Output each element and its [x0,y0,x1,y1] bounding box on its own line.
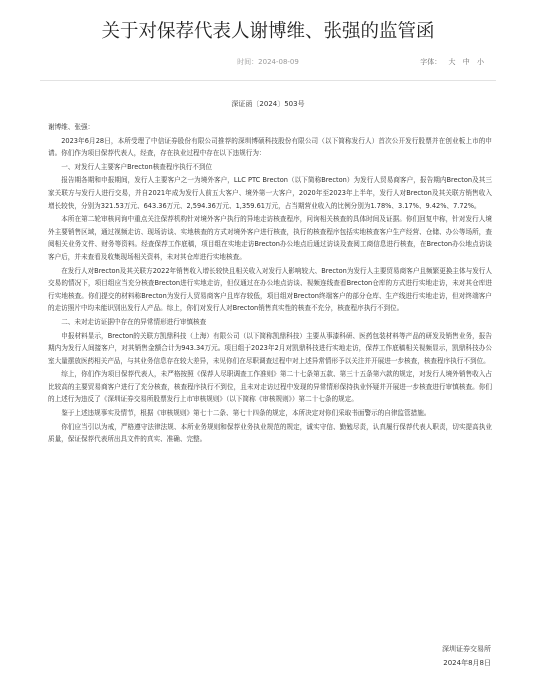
publish-time: 时间：2024-08-09 [237,58,299,66]
paragraph: 申报材料显示，Brecton的关联方凯鼎科技（上海）有限公司（以下简称凯鼎科技）主要从事漆科研、医药包装材料等产品的研发及销售业务，报告期内为发行人间接客户，对其销售金额合计为943.34万元。项目组于2023年2月对凯鼎科技进行实地走访，保荐工作底稿相关视频显示，凯鼎科技办公室大量摆放医药相关产品，与其业务信息存在较大差异，未见你们在尽职调查过程中对上述异常情形予以关注并开展进一步核查，核查程序执行不到位。 [48,331,492,365]
paragraph: 鉴于上述违规事实及情节，根据《审核规则》第七十二条、第七十四条的规定，本所决定对你们采取书面警示的自律监管措施。 [61,409,431,418]
font-size-large-button[interactable]: 大 [448,58,456,66]
section-heading: 一、对发行人主要客户Brecton核查程序执行不到位 [61,162,213,171]
font-size-medium-button[interactable]: 中 [462,58,470,66]
signature-date: 2024年8月8日 [443,659,491,667]
paragraph: 本所在第二轮审核问询中重点关注保荐机构针对境外客户执行的异地走访核查程序，问询相关核查的具体时间及证据。你们回复中称，针对发行人境外主要销售区域，通过视频走访、现场访谈、实地核查的方式对境外客户进行核查，执行的核查程序包括实地核查客户生产经营、仓储、办公等场所，查阅相关业务文件、财务等资料。经查保荐工作底稿，项目组在实地走访Brecton办公地点后通过访谈及查阅工商信息进行核查，在Brecton办公地点访谈客户后，并未查看及收集现场相关资料，未对其仓库进行实地核查。 [48,215,492,261]
salutation: 谢博维、张强： [48,123,95,131]
letter-body [48,121,492,447]
paragraph: 你们应当引以为戒，严格遵守法律法规、本所业务规则和保荐业务执业规范的规定，诚实守信、勤勉尽责，认真履行保荐代表人职责，切实提高执业质量，保证保荐代表所出具文件的真实、准确、完整。 [48,422,492,444]
font-size-label: 字体： [420,58,442,66]
font-size-selector [420,55,484,69]
meta-row [0,55,536,69]
paragraph: 报告期各期和申报期间，发行人主要客户之一为境外客户，LLC PTC Brecton（以下简称Brecton）为发行人贸易商客户，报告期内Brecton及其三家关联方与发行人进行交易，并自2021年成为发行人前五大客户、境外第一大客户，2020年至2023年上半年，发行人对Brecton及其关联方销售收入增长较快，分别为321.53万元、643.36万元、2,594.36万元、1,359.61万元，占当期营业收入的比例分别为1.78%、3.17%、9.42%、7.72%。 [48,176,492,210]
page-title: 关于对保荐代表人谢博维、张强的监管函 [101,21,435,42]
header-divider [40,80,496,81]
paragraph: 2023年6月28日，本所受理了中信证券股份有限公司推荐的深圳博硕科技股份有限公司（以下简称发行人）首次公开发行股票并在创业板上市的申请。你们作为项目保荐代表人，经查，存在执业过程中存在以下违规行为： [48,136,492,158]
section-heading: 二、未对走访证据中存在的异常情形进行审慎核查 [61,317,207,326]
document-number: 深证函〔2024〕503号 [231,100,305,108]
paragraph: 在发行人对Brecton及其关联方2022年销售收入增长较快且相关收入对发行人影响较大、Brecton为发行人主要贸易商客户且频繁更换主体与发行人交易的情况下，项目组应当充分核查Brecton进行实地走访，但仅通过在办公地点访谈、视频连线查看Brecton仓库的方式进行实地走访，未对其仓库进行实地核查。你们提交的材料称Brecton为发行人贸易商客户且库存较低，项目组对Brecton终端客户的部分仓库、生产线进行实地走访，但对终端客户的走访照片中均未能识别出发行人产品。综上，你们对发行人对Brecton销售真实性的核查不充分，核查程序执行不到位。 [48,266,492,313]
paragraph: 综上，你们作为项目保荐代表人，未严格按照《保荐人尽职调查工作准则》第二十七条第五款、第三十五条第六款的规定，对发行人境外销售收入占比较高的主要贸易商客户进行了充分核查，核查程序执行不到位，且未对走访过程中发现的异常情形保持执业怀疑并开展进一步核查进行审慎核查。你们的上述行为违反了《深圳证券交易所股票发行上市审核规则》（以下简称《审核规则》）第二十七条的规定。 [48,370,492,404]
font-size-small-button[interactable]: 小 [477,58,484,66]
signature-organization: 深圳证券交易所 [442,645,491,653]
